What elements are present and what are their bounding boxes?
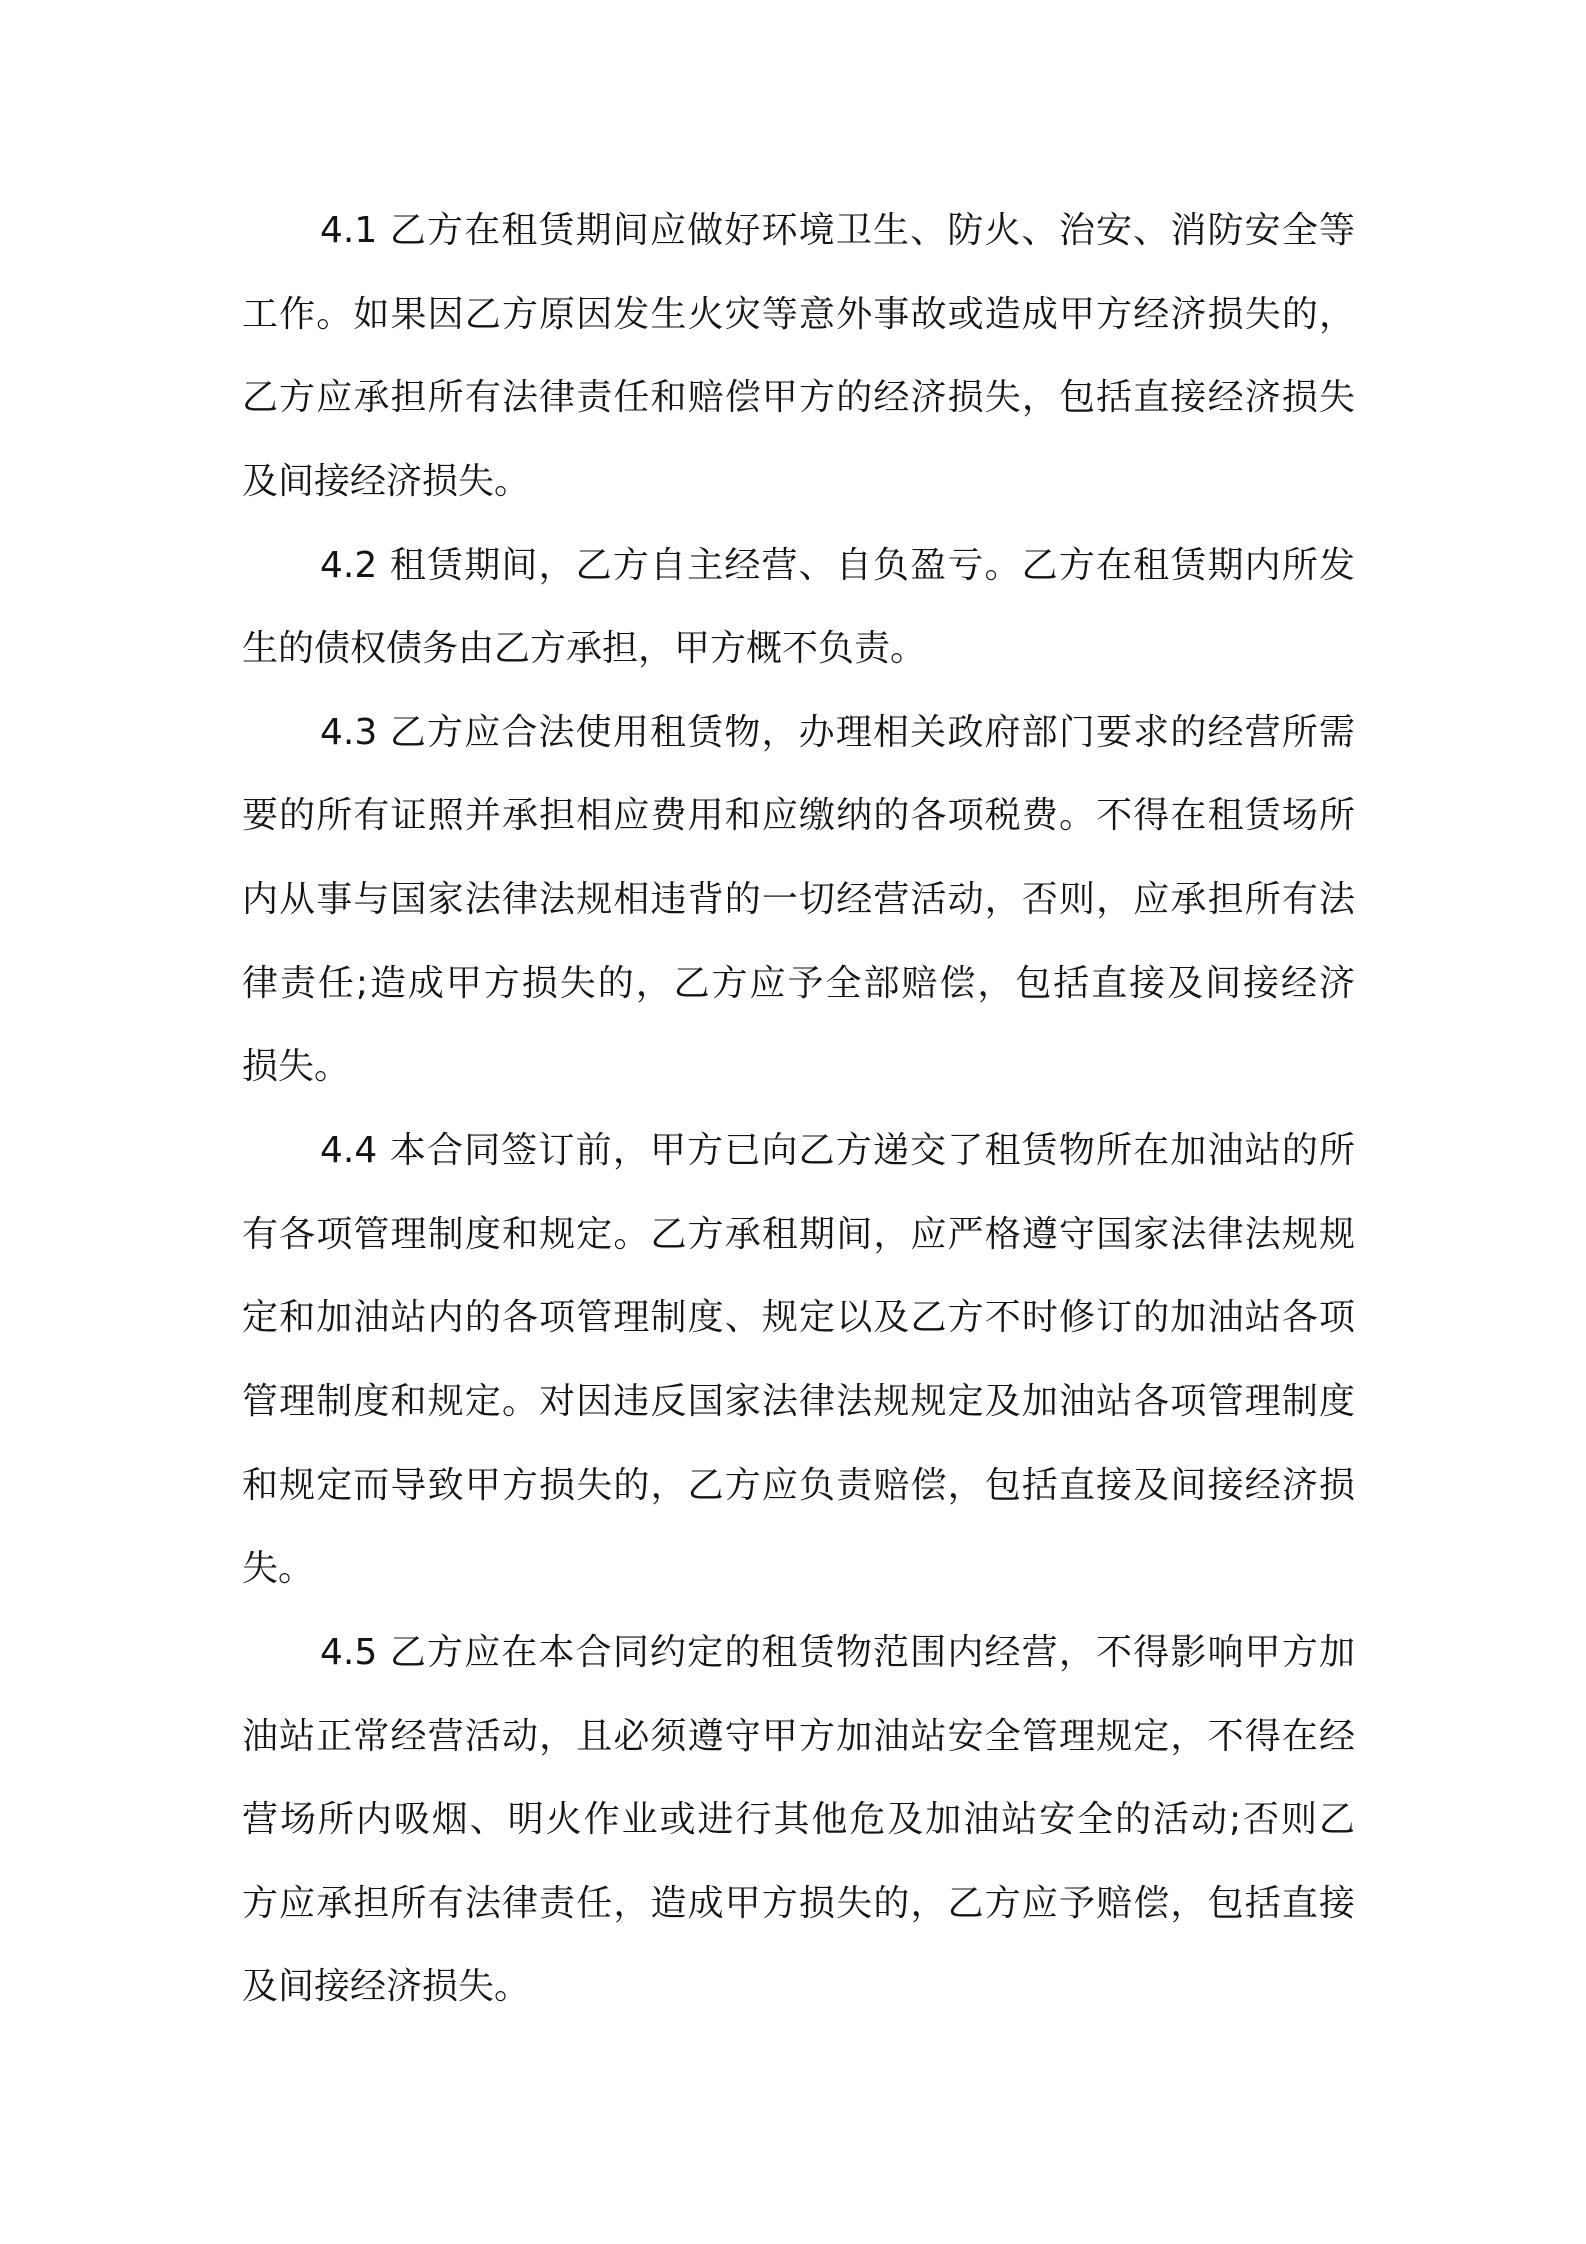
clause-line: 工作。如果因乙方原因发生火灾等意外事故或造成甲方经济损失的， (242, 293, 1355, 335)
clause-line: 生的债权债务由乙方承担，甲方概不负责。 (242, 628, 927, 670)
clause-line: 油站正常经营活动，且必须遵守甲方加油站安全管理规定，不得在经 (242, 1715, 1355, 1757)
clause-line: 管理制度和规定。对因违反国家法律法规规定及加油站各项管理制度 (242, 1380, 1355, 1422)
contract-body (242, 189, 1355, 2029)
clause-line: 4.2 租赁期间，乙方自主经营、自负盈亏。乙方在租赁期内所发 (320, 544, 1355, 586)
clause-line: 要的所有证照并承担相应费用和应缴纳的各项税费。不得在租赁场所 (242, 795, 1355, 837)
clause-line: 及间接经济损失。 (242, 1966, 531, 2008)
clause-line: 失。 (242, 1548, 315, 1590)
clause-line: 4.4 本合同签订前，甲方已向乙方递交了租赁物所在加油站的所 (320, 1130, 1355, 1172)
clause-4-5 (242, 1611, 1355, 2029)
clause-line: 乙方应承担所有法律责任和赔偿甲方的经济损失，包括直接经济损失 (242, 377, 1355, 419)
clause-line: 损失。 (242, 1046, 351, 1088)
clause-line: 及间接经济损失。 (242, 460, 531, 502)
clause-line: 4.1 乙方在租赁期间应做好环境卫生、防火、治安、消防安全等 (320, 210, 1355, 251)
clause-line: 营场所内吸烟、明火作业或进行其他危及加油站安全的活动;否则乙 (242, 1799, 1355, 1841)
clause-line: 有各项管理制度和规定。乙方承租期间，应严格遵守国家法律法规规 (242, 1213, 1355, 1255)
clause-line: 内从事与国家法律法规相违背的一切经营活动，否则，应承担所有法 (242, 879, 1355, 921)
clause-4-4 (242, 1109, 1355, 1611)
clause-line: 方应承担所有法律责任，造成甲方损失的，乙方应予赔偿，包括直接 (242, 1882, 1355, 1924)
clause-line: 定和加油站内的各项管理制度、规定以及乙方不时修订的加油站各项 (242, 1297, 1355, 1339)
clause-4-1 (242, 189, 1355, 524)
clause-line: 4.5 乙方应在本合同约定的租赁物范围内经营，不得影响甲方加 (320, 1631, 1355, 1673)
clause-line: 和规定而导致甲方损失的，乙方应负责赔偿，包括直接及间接经济损 (242, 1464, 1355, 1506)
clause-4-2 (242, 524, 1355, 691)
clause-line: 4.3 乙方应合法使用租赁物，办理相关政府部门要求的经营所需 (320, 711, 1355, 753)
clause-4-3 (242, 691, 1355, 1109)
clause-line: 律责任;造成甲方损失的，乙方应予全部赔偿，包括直接及间接经济 (242, 962, 1355, 1004)
